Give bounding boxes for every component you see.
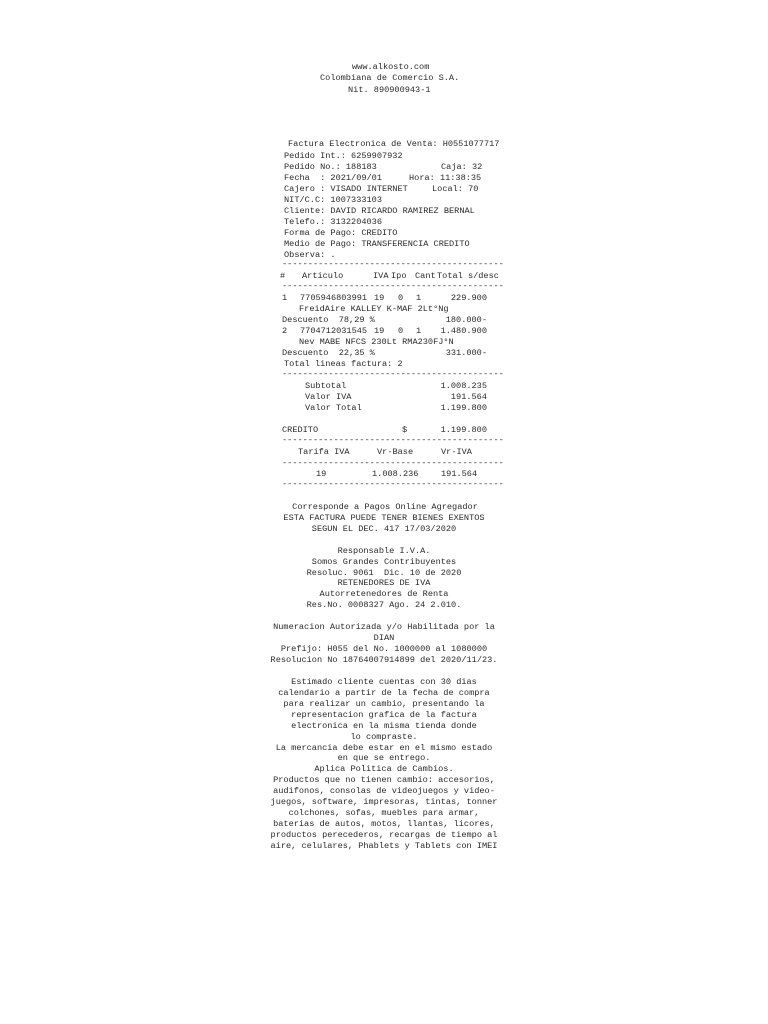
item-num: 2 [282, 326, 288, 336]
footer-line: Somos Grandes Contribuyentes [311, 557, 457, 567]
item-discount-value: 331.000- [445, 348, 487, 358]
total-lines: Total lineas factura: 2 [284, 359, 403, 369]
items-header-cant: Cant [415, 271, 436, 281]
separator: ------------------------------------------- [282, 435, 504, 445]
footer-line: electronica en la misma tienda donde [291, 721, 477, 731]
payment-currency: $ [402, 425, 408, 435]
iva-value: 191.564 [450, 392, 487, 402]
tax-row-base: 1.008.236 [372, 469, 419, 479]
tax-row-tarifa: 19 [316, 469, 327, 479]
footer-line: en que se entrego. [337, 753, 431, 763]
cajero: Cajero : VISADO INTERNET [284, 184, 408, 194]
footer-line: Resoluc. 9061 Dic. 10 de 2020 [306, 568, 462, 578]
observa: Observa: . [284, 250, 336, 260]
footer-line: ESTA FACTURA PUEDE TENER BIENES EXENTOS [283, 513, 485, 523]
footer-line: La mercancia debe estar en el mismo estado [275, 743, 493, 753]
item-cant: 1 [416, 293, 422, 303]
separator: ------------------------------------------- [282, 479, 504, 489]
footer-line: Autorretenedores de Renta [319, 589, 449, 599]
tax-header-base: Vr-Base [377, 447, 414, 457]
tax-row-iva: 191.564 [441, 469, 478, 479]
pedido-int: Pedido Int.: 6259907932 [284, 151, 403, 161]
store-url: www.alkosto.com [352, 62, 430, 72]
footer-line: Responsable I.V.A. [337, 546, 431, 556]
total-label: Valor Total [305, 403, 362, 413]
item-description: Nev MABE NFCS 230Lt RMA230FJ°N [299, 337, 454, 347]
footer-line: RETENEDORES DE IVA [337, 578, 431, 588]
footer-line: Aplica Politica de Cambios. [314, 764, 454, 774]
pedido-no: Pedido No.: 188183 [284, 162, 377, 172]
footer-line: baterias de autos, motos, llantas, licores, [273, 819, 495, 829]
footer-line: Numeracion Autorizada y/o Habilitada por la [273, 622, 495, 632]
fecha: Fecha : 2021/09/01 [284, 173, 382, 183]
footer-line: Estimado cliente cuentas con 30 dias [291, 677, 477, 687]
footer-line: productos perecederos, recargas de tiempo al [270, 830, 498, 840]
medio-pago: Medio de Pago: TRANSFERENCIA CREDITO [284, 239, 470, 249]
item-description: FreidAire KALLEY K-MAF 2Lt°Ng [299, 304, 449, 314]
item-iva: 19 [374, 293, 385, 303]
forma-pago: Forma de Pago: CREDITO [284, 228, 398, 238]
cliente: Cliente: DAVID RICARDO RAMIREZ BERNAL [284, 206, 475, 216]
footer-line: audifonos, consolas de videojuegos y video- [273, 786, 495, 796]
footer-line: juegos, software, impresoras, tintas, tonner [270, 797, 498, 807]
footer-line: representacion grafica de la factura [291, 710, 477, 720]
footer-line: Resolucion No 18764007914899 del 2020/11/23. [270, 655, 498, 665]
items-header-iva: IVA [373, 271, 389, 281]
footer-line: SEGUN EL DEC. 417 17/03/2020 [311, 524, 457, 534]
separator: ------------------------------------------- [282, 458, 504, 468]
items-header-ipo: Ipo [391, 271, 407, 281]
footer-line: Res.No. 0008327 Ago. 24 2.010. [306, 600, 462, 610]
company-name: Colombiana de Comercio S.A. [320, 73, 460, 83]
items-header-hash: # [280, 271, 286, 281]
tax-header-iva: Vr-IVA [441, 447, 472, 457]
item-code: 7704712031545 [300, 326, 368, 336]
items-header-articulo: Articulo [302, 271, 344, 281]
item-ipo: 0 [398, 326, 404, 336]
footer-line: Prefijo: H055 del No. 1000000 al 1080000 [280, 644, 488, 654]
total-value: 1.199.800 [440, 403, 487, 413]
item-num: 1 [282, 293, 288, 303]
item-code: 7705946803991 [300, 293, 368, 303]
iva-label: Valor IVA [305, 392, 352, 402]
item-total: 229.900 [450, 293, 487, 303]
nit-cc: NIT/C.C: 1007333103 [284, 195, 382, 205]
subtotal-value: 1.008.235 [440, 381, 487, 391]
item-discount-value: 180.000- [445, 315, 487, 325]
item-cant: 1 [416, 326, 422, 336]
invoice-title: Factura Electronica de Venta: H0551077717 [288, 139, 500, 149]
footer-line: DIAN [373, 633, 395, 643]
footer-line: aire, celulares, Phablets y Tablets con IMEI [270, 841, 498, 851]
telefono: Telefo.: 3132204036 [284, 217, 382, 227]
item-discount-label: Descuento 78,29 % [282, 315, 375, 325]
footer-line: Productos que no tienen cambio: accesorios, [273, 775, 495, 785]
item-total: 1.480.900 [440, 326, 487, 336]
footer-line: colchones, sofas, muebles para armar, [288, 808, 480, 818]
items-header-total: Total s/desc [437, 271, 499, 281]
separator: ------------------------------------------- [282, 369, 504, 379]
payment-label: CREDITO [282, 425, 319, 435]
hora: Hora: 11:38:35 [409, 173, 482, 183]
company-nit: Nit. 890900943-1 [348, 85, 431, 95]
footer-line: Corresponde a Pagos Online Agregador [292, 502, 478, 512]
item-ipo: 0 [398, 293, 404, 303]
item-iva: 19 [374, 326, 385, 336]
footer-line: lo compraste. [350, 732, 418, 742]
tax-header-tarifa: Tarifa IVA [298, 447, 350, 457]
footer-line: para realizar un cambio, presentando la [283, 699, 485, 709]
separator: ------------------------------------------- [282, 259, 504, 269]
payment-value: 1.199.800 [440, 425, 487, 435]
caja: Caja: 32 [441, 162, 483, 172]
item-discount-label: Descuento 22,35 % [282, 348, 375, 358]
footer-line: calendario a partir de la fecha de compra [278, 688, 490, 698]
local: Local: 70 [432, 184, 479, 194]
separator: ------------------------------------------- [282, 281, 504, 291]
subtotal-label: Subtotal [305, 381, 347, 391]
